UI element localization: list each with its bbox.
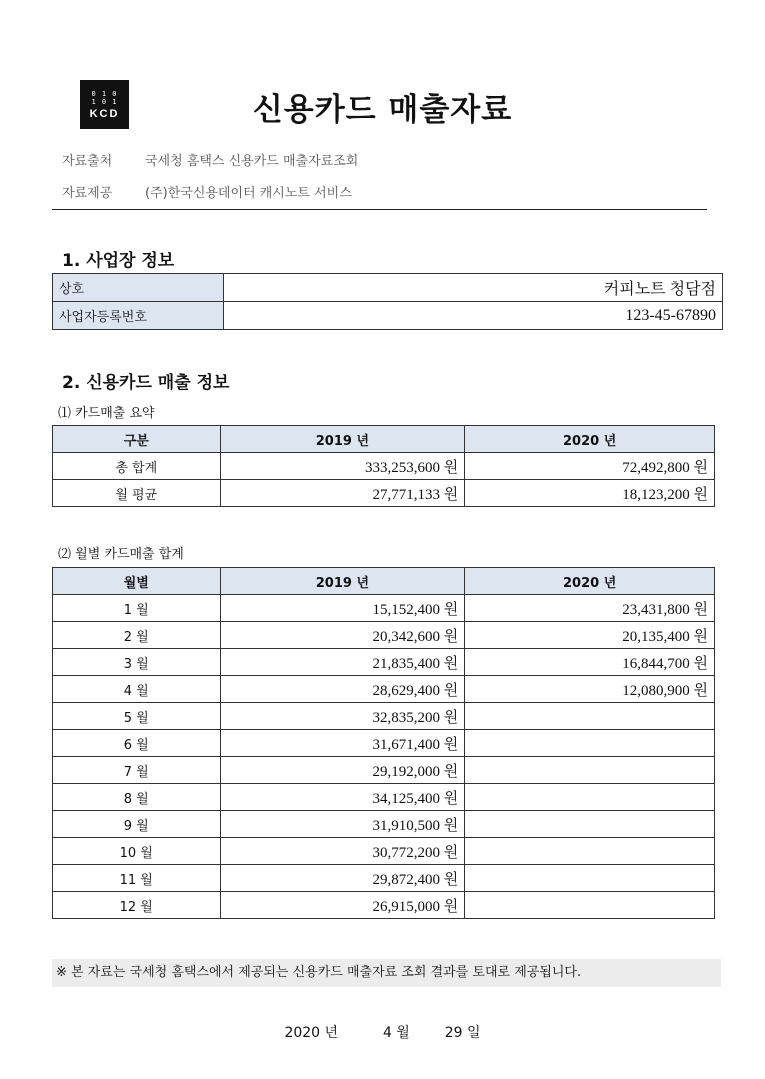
header-row: [53, 568, 715, 595]
month-label: 10 월: [53, 838, 221, 865]
value-cell: [465, 865, 715, 892]
meta-label: 자료제공: [62, 186, 113, 201]
meta-value: (주)한국신용데이터 캐시노트 서비스: [145, 186, 352, 201]
month-label: 9 월: [53, 811, 221, 838]
header-cell: 2019 년: [220, 426, 465, 453]
value-cell: 26,915,000 원: [220, 892, 465, 919]
table-row: [53, 811, 715, 838]
value-cell: [465, 703, 715, 730]
table-row: [53, 892, 715, 919]
value-cell: 28,629,400 원: [220, 676, 465, 703]
month-label: 4 월: [53, 676, 221, 703]
table-row: [53, 649, 715, 676]
month-label: 7 월: [53, 757, 221, 784]
logo-text: KCD: [89, 107, 120, 120]
logo-bits: 0 1 0 1 0 1: [91, 89, 118, 106]
section-heading-business: 1. 사업장 정보: [62, 251, 175, 271]
summary-table: [52, 425, 715, 507]
table-row: [53, 453, 715, 480]
month-label: 3 월: [53, 649, 221, 676]
table-row: [53, 865, 715, 892]
table-row: [53, 838, 715, 865]
header-cell: 2020 년: [465, 568, 715, 595]
table-row: [53, 757, 715, 784]
value-cell: 27,771,133 원: [220, 480, 465, 507]
meta-provider: [62, 182, 352, 201]
monthly-table-body: [53, 595, 715, 919]
value-cell: 18,123,200 원: [465, 480, 715, 507]
value-cell: 30,772,200 원: [220, 838, 465, 865]
value-cell: [465, 811, 715, 838]
page-title: 신용카드 매출자료: [252, 92, 513, 128]
value-cell: 커피노트 청담점: [224, 274, 723, 302]
table-row: [53, 703, 715, 730]
value-cell: 31,671,400 원: [220, 730, 465, 757]
section-heading-sales: 2. 신용카드 매출 정보: [62, 373, 230, 393]
date-day: 29 일: [444, 1025, 481, 1041]
value-cell: 34,125,400 원: [220, 784, 465, 811]
meta-value: 국세청 홈택스 신용카드 매출자료조회: [145, 154, 359, 169]
value-cell: 23,431,800 원: [465, 595, 715, 622]
value-cell: 15,152,400 원: [220, 595, 465, 622]
notice-text: ※ 본 자료는 국세청 홈택스에서 제공되는 신용카드 매출자료 조회 결과를 토대로 제공됩니다.: [52, 959, 721, 987]
value-cell: [465, 892, 715, 919]
month-label: 11 월: [53, 865, 221, 892]
value-cell: 29,192,000 원: [220, 757, 465, 784]
value-cell: [465, 838, 715, 865]
value-cell: 21,835,400 원: [220, 649, 465, 676]
value-cell: 29,872,400 원: [220, 865, 465, 892]
month-label: 12 월: [53, 892, 221, 919]
header-cell: 월별: [53, 568, 221, 595]
value-cell: 20,135,400 원: [465, 622, 715, 649]
month-label: 1 월: [53, 595, 221, 622]
label-cell: 사업자등록번호: [53, 302, 224, 330]
table-row: [53, 274, 723, 302]
month-label: 8 월: [53, 784, 221, 811]
table-row: [53, 595, 715, 622]
value-cell: 31,910,500 원: [220, 811, 465, 838]
table-row: [53, 676, 715, 703]
month-label: 6 월: [53, 730, 221, 757]
value-cell: 333,253,600 원: [220, 453, 465, 480]
date-year: 2020 년: [284, 1025, 339, 1041]
value-cell: 32,835,200 원: [220, 703, 465, 730]
header-cell: 2019 년: [220, 568, 465, 595]
meta-source: [62, 150, 358, 169]
date-month: 4 월: [382, 1025, 410, 1041]
table-row: [53, 302, 723, 330]
value-cell: 12,080,900 원: [465, 676, 715, 703]
monthly-caption: ⑵ 월별 카드매출 합계: [58, 547, 184, 562]
business-info-table: [52, 273, 723, 330]
table-row: [53, 480, 715, 507]
row-label: 월 평균: [53, 480, 221, 507]
value-cell: 20,342,600 원: [220, 622, 465, 649]
label-cell: 상호: [53, 274, 224, 302]
value-cell: 16,844,700 원: [465, 649, 715, 676]
header-cell: 구분: [53, 426, 221, 453]
issue-date: [0, 1022, 765, 1042]
table-row: [53, 622, 715, 649]
month-label: 5 월: [53, 703, 221, 730]
table-row: [53, 730, 715, 757]
value-cell: [465, 757, 715, 784]
monthly-table: [52, 567, 715, 919]
meta-label: 자료출처: [62, 154, 113, 169]
value-cell: [465, 730, 715, 757]
divider: [52, 209, 707, 210]
value-cell: [465, 784, 715, 811]
header-cell: 2020 년: [465, 426, 715, 453]
header-row: [53, 426, 715, 453]
value-cell: 72,492,800 원: [465, 453, 715, 480]
row-label: 총 합계: [53, 453, 221, 480]
summary-caption: ⑴ 카드매출 요약: [58, 406, 155, 421]
value-cell: 123-45-67890: [224, 302, 723, 330]
month-label: 2 월: [53, 622, 221, 649]
table-row: [53, 784, 715, 811]
